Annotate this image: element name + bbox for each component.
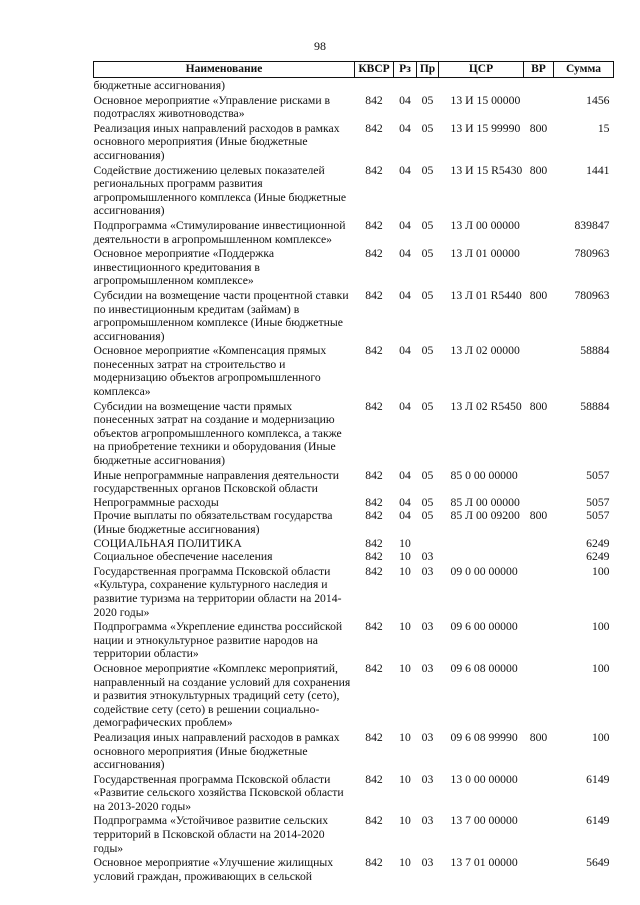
table-row — [94, 537, 614, 551]
cell-sum: 780963 — [574, 288, 610, 302]
cell-rz: 04 — [399, 288, 411, 302]
cell-vr — [524, 218, 554, 246]
cell-kvsr: 842 — [365, 93, 383, 107]
table-row — [94, 246, 614, 288]
cell-vr — [524, 343, 554, 398]
cell-pr: 03 — [421, 620, 434, 634]
cell-kvsr: 842 — [365, 344, 383, 358]
cell-pr: 05 — [421, 93, 434, 107]
cell-vr — [524, 855, 554, 883]
cell-vr — [524, 78, 554, 93]
cell-pr: 05 — [421, 288, 434, 302]
table-row — [94, 218, 614, 246]
cell-name: Реализация иных направлений расходов в рамках основного мероприятия (Иные бюджетные ассигнования) — [93, 730, 340, 772]
cell-kvsr: 842 — [365, 856, 383, 870]
cell-name: Подпрограмма «Устойчивое развитие сельских территорий в Псковской области на 2014-2020 годы» — [93, 814, 329, 855]
cell-sum: 839847 — [574, 218, 610, 232]
page-number: 98 — [314, 39, 326, 53]
cell-rz: 04 — [399, 495, 411, 509]
table-row — [94, 163, 614, 218]
cell-rz: 10 — [399, 730, 411, 744]
cell-sum: 100 — [591, 564, 610, 578]
cell-name: Субсидии на возмещение части процентной ставки по инвестиционным кредитам (займам) в агропромышленном комплексе (Иные бюджетные ассигнования) — [93, 288, 349, 343]
cell-vr: 800 — [529, 121, 548, 135]
cell-kvsr: 842 — [365, 163, 383, 177]
cell-sum: 5057 — [586, 468, 610, 482]
cell-kvsr: 842 — [365, 730, 383, 744]
header-pr: Пр — [417, 62, 439, 78]
cell-kvsr: 842 — [365, 247, 383, 261]
cell-csr: 13 0 00 00000 — [450, 772, 518, 786]
cell-sum: 6149 — [586, 814, 610, 828]
cell-rz: 04 — [399, 93, 411, 107]
cell-csr: 09 6 08 00000 — [450, 661, 518, 675]
cell-sum: 780963 — [574, 247, 610, 261]
cell-vr — [524, 93, 554, 121]
cell-csr: 13 Л 00 00000 — [450, 218, 520, 232]
cell-sum: 5057 — [586, 495, 610, 509]
cell-sum: 58884 — [580, 344, 610, 358]
cell-pr: 05 — [421, 399, 434, 413]
cell-vr — [524, 661, 554, 730]
cell-vr: 800 — [529, 509, 548, 523]
table-row — [94, 550, 614, 564]
cell-pr: 05 — [421, 468, 434, 482]
header-kvsr: КВСР — [355, 62, 394, 78]
cell-pr: 03 — [421, 856, 434, 870]
cell-name: Непрограммные расходы — [93, 495, 219, 509]
cell-rz: 04 — [399, 509, 411, 523]
cell-kvsr: 842 — [365, 772, 383, 786]
cell-csr: 13 Л 01 00000 — [450, 247, 520, 261]
cell-vr — [524, 537, 554, 551]
cell-kvsr: 842 — [365, 564, 383, 578]
header-vr: ВР — [524, 62, 554, 78]
cell-csr: 09 6 00 00000 — [450, 620, 518, 634]
table-row — [94, 468, 614, 496]
cell-sum: 58884 — [580, 399, 610, 413]
cell-sum: 1456 — [586, 93, 610, 107]
cell-rz: 10 — [399, 620, 411, 634]
cell-csr: 13 И 15 99990 — [450, 121, 521, 135]
cell-name: Основное мероприятие «Комплекс мероприятий, направленный на создание условий для сохранения и развития этнокультурных традиций сету (сето), содействие сету (сето) в решении социально-демографических проблем» — [93, 661, 351, 730]
budget-table — [93, 61, 614, 883]
table-row — [94, 343, 614, 398]
cell-pr: 05 — [421, 121, 434, 135]
cell-rz: 04 — [399, 399, 411, 413]
table-row — [94, 93, 614, 121]
cell-name: Прочие выплаты по обязательствам государства (Иные бюджетные ассигнования) — [93, 509, 333, 536]
cell-name: Субсидии на возмещение части прямых понесенных затрат на создание и модернизацию объектов агропромышленного комплекса, а также на приобретение техники и оборудования (Иные бюджетные ассигнования) — [93, 399, 342, 468]
cell-sum: 6249 — [586, 536, 610, 550]
cell-name: СОЦИАЛЬНАЯ ПОЛИТИКА — [93, 536, 242, 550]
table-row — [94, 564, 614, 619]
cell-csr — [439, 537, 524, 551]
cell-csr: 09 6 08 99990 — [450, 730, 518, 744]
cell-csr: 13 Л 02 R5450 — [450, 399, 522, 413]
table-row — [94, 813, 614, 855]
cell-vr — [524, 246, 554, 288]
cell-rz: 10 — [399, 536, 411, 550]
cell-vr: 800 — [529, 288, 548, 302]
cell-rz: 04 — [399, 468, 411, 482]
cell-rz: 04 — [399, 218, 411, 232]
cell-csr: 85 Л 00 00000 — [450, 495, 520, 509]
table-body — [94, 78, 614, 884]
table-row — [94, 399, 614, 468]
cell-rz: 10 — [399, 772, 411, 786]
cell-name: Подпрограмма «Укрепление единства российской нации и этнокультурное развитие народов на территории области» — [93, 620, 343, 661]
header-rz: Рз — [394, 62, 417, 78]
cell-csr — [439, 550, 524, 564]
cell-pr: 05 — [421, 247, 434, 261]
cell-name: Основное мероприятие «Компенсация прямых понесенных затрат на строительство и модернизацию объектов агропромышленного комплекса» — [93, 344, 327, 399]
cell-name: бюджетные ассигнования) — [93, 79, 226, 92]
cell-vr — [524, 772, 554, 814]
cell-kvsr: 842 — [365, 814, 383, 828]
cell-pr: 03 — [421, 550, 434, 564]
table-row — [94, 661, 614, 730]
cell-csr: 13 Л 02 00000 — [450, 344, 520, 358]
table-row — [94, 619, 614, 661]
cell-rz: 10 — [399, 564, 411, 578]
cell-pr: 03 — [421, 730, 434, 744]
cell-pr — [417, 537, 439, 551]
cell-kvsr — [355, 78, 394, 93]
cell-pr: 05 — [421, 495, 434, 509]
cell-rz: 10 — [399, 661, 411, 675]
cell-name: Содействие достижению целевых показателей региональных программ развития агропромышленного комплекса (Иные бюджетные ассигнования) — [93, 163, 347, 218]
cell-kvsr: 842 — [365, 550, 383, 564]
cell-sum: 100 — [591, 730, 610, 744]
cell-kvsr: 842 — [365, 661, 383, 675]
cell-pr: 05 — [421, 344, 434, 358]
cell-sum: 100 — [591, 620, 610, 634]
cell-vr: 800 — [529, 163, 548, 177]
cell-sum: 100 — [591, 661, 610, 675]
cell-rz: 10 — [399, 550, 411, 564]
cell-pr: 03 — [421, 661, 434, 675]
cell-sum: 6249 — [586, 550, 610, 564]
cell-vr: 800 — [529, 730, 548, 744]
cell-vr — [524, 564, 554, 619]
cell-name: Государственная программа Псковской области «Развитие сельского хозяйства Псковской области на 2013-2020 годы» — [93, 772, 344, 813]
table-row — [94, 509, 614, 536]
cell-rz: 04 — [399, 163, 411, 177]
cell-name: Иные непрограммные направления деятельности государственных органов Псковской области — [93, 468, 340, 496]
cell-kvsr: 842 — [365, 121, 383, 135]
table-row — [94, 855, 614, 883]
cell-csr — [439, 78, 524, 93]
cell-sum — [554, 78, 614, 93]
cell-rz: 10 — [399, 856, 411, 870]
cell-kvsr: 842 — [365, 509, 383, 523]
cell-csr: 13 7 01 00000 — [450, 856, 518, 870]
cell-sum: 5649 — [586, 856, 610, 870]
cell-pr: 03 — [421, 814, 434, 828]
table-row — [94, 772, 614, 814]
cell-csr: 13 Л 01 R5440 — [450, 288, 522, 302]
cell-vr — [524, 468, 554, 496]
cell-rz: 04 — [399, 247, 411, 261]
cell-vr: 800 — [529, 399, 548, 413]
cell-rz: 04 — [399, 344, 411, 358]
cell-pr: 03 — [421, 772, 434, 786]
cell-rz: 04 — [399, 121, 411, 135]
header-name: Наименование — [94, 62, 355, 78]
cell-vr — [524, 813, 554, 855]
table-row — [94, 121, 614, 163]
cell-name: Государственная программа Псковской области «Культура, сохранение культурного наследия и развитие туризма на территории области на 2014-2020 годы» — [93, 564, 342, 619]
header-sum: Сумма — [554, 62, 614, 78]
cell-sum: 15 — [597, 121, 610, 135]
cell-csr: 13 И 15 R5430 — [450, 163, 523, 177]
cell-csr: 13 7 00 00000 — [450, 814, 518, 828]
table-row — [94, 288, 614, 343]
cell-sum: 6149 — [586, 772, 610, 786]
cell-pr: 05 — [421, 218, 434, 232]
table-row — [94, 496, 614, 510]
cell-kvsr: 842 — [365, 288, 383, 302]
cell-kvsr: 842 — [365, 536, 383, 550]
cell-name: Основное мероприятие «Поддержка инвестиционного кредитования в агропромышленном комплексе» — [93, 247, 275, 288]
cell-name: Основное мероприятие «Управление рисками в подотраслях животноводства» — [93, 93, 331, 121]
cell-name: Реализация иных направлений расходов в рамках основного мероприятия (Иные бюджетные ассигнования) — [93, 121, 340, 162]
cell-pr: 05 — [421, 163, 434, 177]
cell-sum: 5057 — [586, 509, 610, 523]
cell-kvsr: 842 — [365, 495, 383, 509]
cell-rz — [394, 78, 417, 93]
table-header-row — [94, 62, 614, 78]
cell-csr: 09 0 00 00000 — [450, 564, 518, 578]
cell-csr: 13 И 15 00000 — [450, 93, 521, 107]
cell-kvsr: 842 — [365, 468, 383, 482]
cell-rz: 10 — [399, 814, 411, 828]
cell-pr: 03 — [421, 564, 434, 578]
header-csr: ЦСР — [439, 62, 524, 78]
table-row — [94, 78, 614, 93]
cell-name: Социальное обеспечение населения — [93, 550, 273, 564]
cell-name: Основное мероприятие «Улучшение жилищных условий граждан, проживающих в сельской — [93, 856, 334, 883]
cell-pr — [417, 78, 439, 93]
table-row — [94, 730, 614, 772]
cell-kvsr: 842 — [365, 399, 383, 413]
cell-vr — [524, 619, 554, 661]
cell-kvsr: 842 — [365, 218, 383, 232]
cell-csr: 85 Л 00 09200 — [450, 509, 520, 523]
cell-vr — [524, 550, 554, 564]
cell-vr — [524, 496, 554, 510]
cell-name: Подпрограмма «Стимулирование инвестиционной деятельности в агропромышленном комплексе» — [93, 218, 346, 246]
cell-sum: 1441 — [586, 163, 610, 177]
cell-kvsr: 842 — [365, 620, 383, 634]
cell-csr: 85 0 00 00000 — [450, 468, 518, 482]
cell-pr: 05 — [421, 509, 434, 523]
